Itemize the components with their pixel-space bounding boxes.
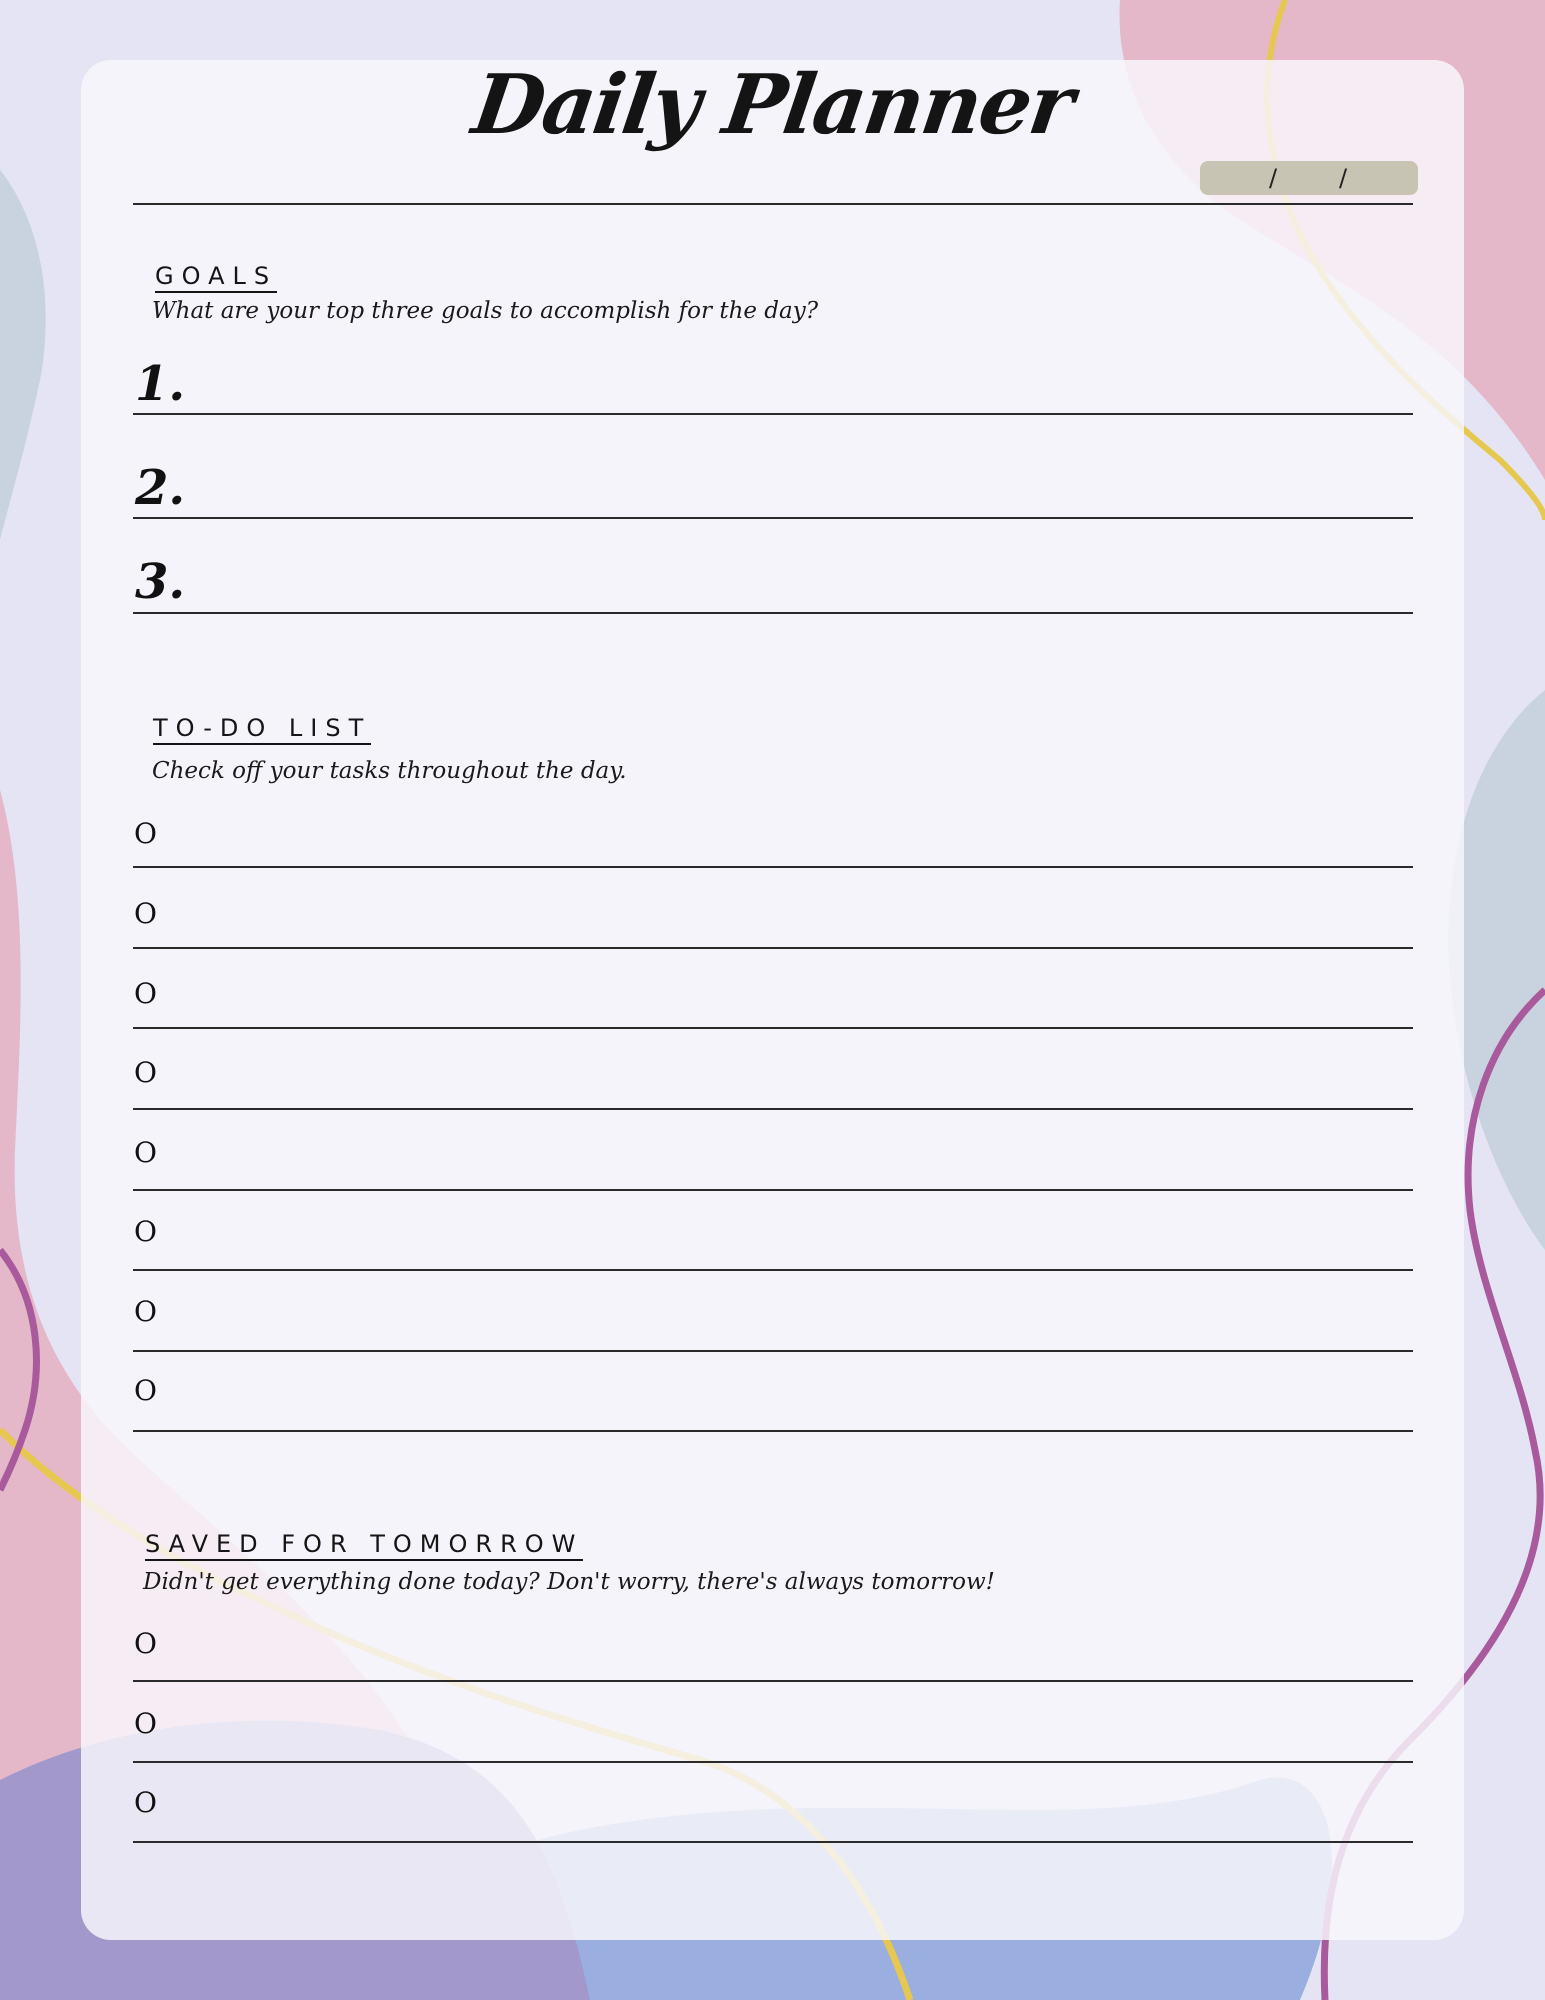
date-separator: / [1339,164,1348,192]
todo-line[interactable] [133,1350,1413,1352]
page-title: Daily Planner [467,57,1078,153]
gray-blob-left [0,170,46,540]
todo-line[interactable] [133,1027,1413,1029]
header-rule [133,203,1413,205]
goal-line[interactable] [133,413,1413,415]
todo-line[interactable] [133,1430,1413,1432]
todo-checkbox[interactable]: O [134,977,157,1010]
goal-number: 3. [135,554,186,610]
tomorrow-line[interactable] [133,1841,1413,1843]
todo-prompt: Check off your tasks throughout the day. [152,758,627,784]
planner-card [81,60,1464,1940]
todo-line[interactable] [133,1189,1413,1191]
goal-number: 1. [135,356,186,412]
todo-checkbox[interactable]: O [134,1215,157,1248]
date-field[interactable] [1200,161,1418,195]
todo-checkbox[interactable]: O [134,1056,157,1089]
date-separator: / [1269,164,1278,192]
tomorrow-line[interactable] [133,1761,1413,1763]
todo-checkbox[interactable]: O [134,817,157,850]
todo-checkbox[interactable]: O [134,1136,157,1169]
todo-line[interactable] [133,1108,1413,1110]
goal-line[interactable] [133,517,1413,519]
goals-prompt: What are your top three goals to accomplish for the day? [152,298,819,324]
tomorrow-heading: SAVED FOR TOMORROW [145,1532,583,1561]
goal-line[interactable] [133,612,1413,614]
goals-heading: GOALS [155,264,277,293]
todo-checkbox[interactable]: O [134,897,157,930]
todo-heading: TO-DO LIST [153,716,371,745]
tomorrow-checkbox[interactable]: O [134,1786,157,1819]
goal-number: 2. [135,460,186,516]
tomorrow-checkbox[interactable]: O [134,1707,157,1740]
tomorrow-line[interactable] [133,1680,1413,1682]
todo-checkbox[interactable]: O [134,1374,157,1407]
todo-line[interactable] [133,1269,1413,1271]
tomorrow-checkbox[interactable]: O [134,1627,157,1660]
todo-line[interactable] [133,947,1413,949]
todo-checkbox[interactable]: O [134,1295,157,1328]
tomorrow-prompt: Didn't get everything done today? Don't worry, there's always tomorrow! [143,1569,995,1595]
todo-line[interactable] [133,866,1413,868]
